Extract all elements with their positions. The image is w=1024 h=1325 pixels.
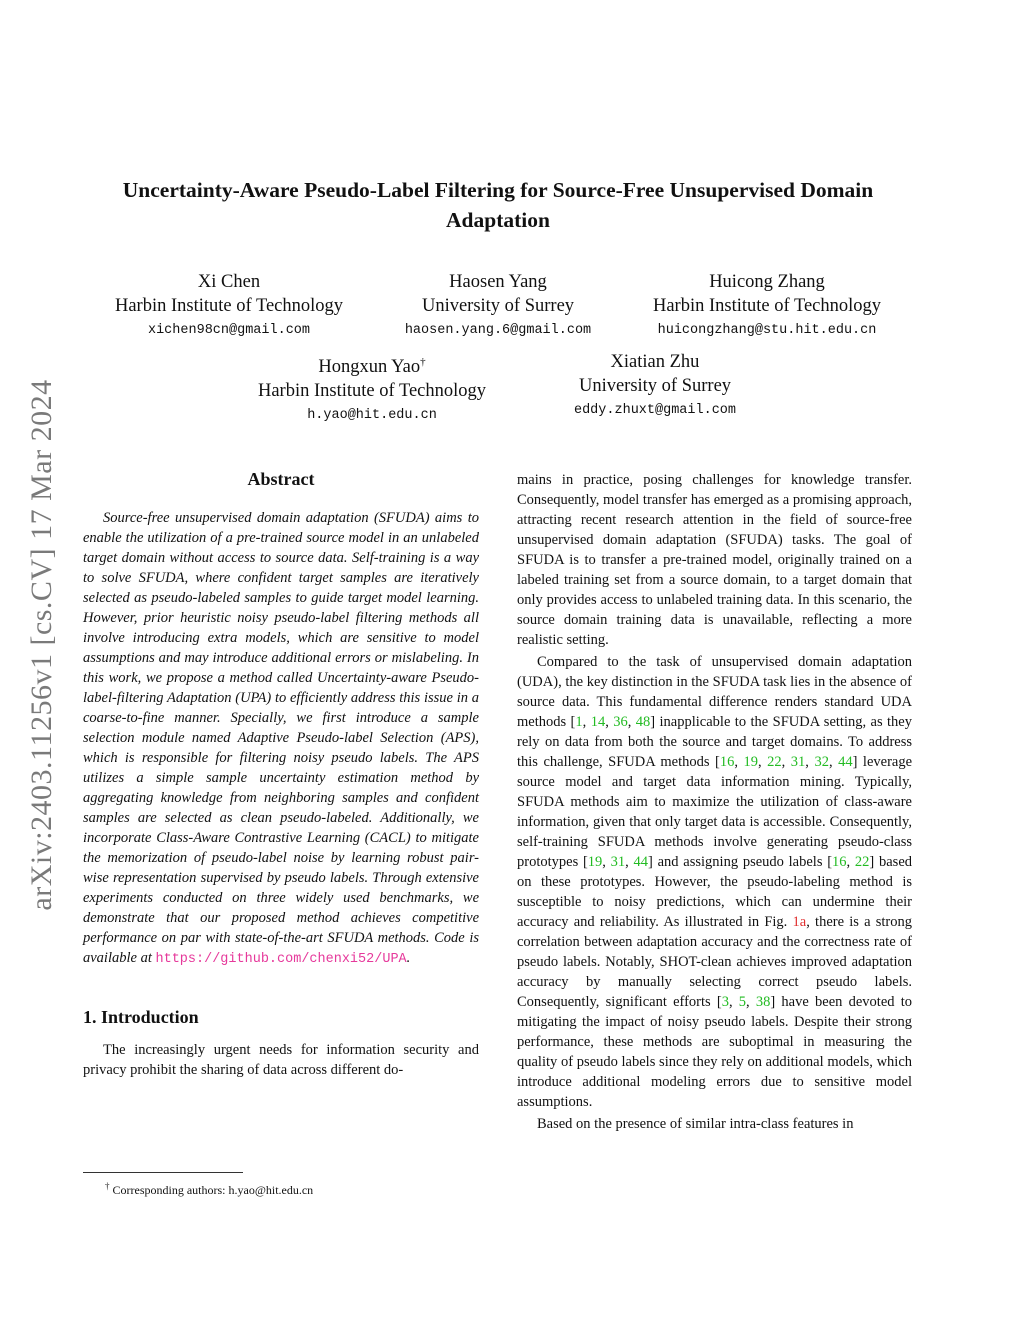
- author-block: [628, 270, 906, 344]
- citation[interactable]: 19: [587, 854, 603, 870]
- citation[interactable]: 3: [721, 994, 729, 1010]
- author-affiliation: University of Surrey: [578, 376, 732, 396]
- author-block: [236, 350, 508, 429]
- citation[interactable]: 14: [590, 714, 606, 730]
- author-name: Huicong Zhang: [709, 272, 825, 292]
- footnote: [105, 1178, 313, 1198]
- citation[interactable]: 16: [719, 754, 735, 770]
- author-name: Xiatian Zhu: [610, 352, 700, 372]
- author-affiliation: Harbin Institute of Technology: [257, 381, 487, 402]
- citation[interactable]: 38: [755, 994, 771, 1010]
- author-affiliation: Harbin Institute of Technology: [114, 296, 344, 316]
- author-email: huicongzhang@stu.hit.edu.cn: [657, 323, 877, 338]
- citation[interactable]: 5: [738, 994, 747, 1010]
- author-affiliation: Harbin Institute of Technology: [652, 296, 882, 316]
- code-link[interactable]: https://github.com/chenxi52/UPA: [155, 952, 407, 967]
- intro-paragraph: The increasingly urgent needs for information security and privacy prohibit the sharing of data across different do-: [83, 1042, 479, 1078]
- right-column: [517, 470, 912, 1134]
- citation[interactable]: 31: [610, 854, 626, 870]
- author-block: [548, 350, 762, 424]
- author-email: haosen.yang.6@gmail.com: [404, 323, 592, 338]
- author-block: [380, 270, 616, 344]
- intro-paragraph: Based on the presence of similar intra-class features in: [537, 1116, 854, 1132]
- section-heading: 1. Introduction: [83, 1007, 199, 1027]
- citation[interactable]: 1: [575, 714, 583, 730]
- abstract-body: Source-free unsupervised domain adaptation (SFUDA) aims to enable the utilization of a pre-trained source model in an unlabeled target domain without access to source data. Self-training is a way to solve SFUDA, where confident target samples are iteratively selected as pseudo-labeled samples to guide target model learning. However, prior heuristic noisy pseudo-label filtering methods all involve introducing extra models, which are sensitive to model assumptions and may introduce additional errors or mislabeling. In this work, we propose a method called Uncertainty-aware Pseudo-label-filtering Adaptation (UPA) to efficiently address this issue in a coarse-to-fine manner. Specially, we first introduce a sample selection module named Adaptive Pseudo-label Selection (APS), which is responsible for filtering noisy pseudo labels. The APS utilizes a simple sample uncertainty estimation method by aggregating knowledge from neighboring samples and confident samples are selected as clean pseudo-labeled. Additionally, we incorporate Class-Aware Contrastive Learning (CACL) to mitigate the memorization of pseudo-label noise by learning robust pair-wise representation supervised by pseudo labels. Through extensive experiments conducted on three widely used benchmarks, we demonstrate that our proposed method achieves competitive performance on par with state-of-the-art SFUDA methods. Code is available at https://github.com/chenxi52/UPA.: [83, 510, 479, 967]
- citation[interactable]: 19: [743, 754, 759, 770]
- footnote-mark: †: [105, 1181, 110, 1191]
- citation[interactable]: 48: [635, 714, 651, 730]
- arxiv-stamp: [10, 340, 74, 950]
- arxiv-id: arXiv:2403.11256v1 [cs.CV] 17 Mar 2024: [25, 379, 58, 911]
- intro-paragraph-continued: mains in practice, posing challenges for knowledge transfer. Consequently, model transfer has emerged as a promising approach, attracting recent research attention in the field of source-free unsupervised domain adaptation (SFUDA) tasks. The goal of SFUDA is to transfer a pre-trained model, originally trained on a labeled training set from a source domain, to a target domain that only provides access to unlabeled training data. In this scenario, the source domain training data is unavailable, reflecting a more realistic setting.: [517, 472, 913, 648]
- figure-reference[interactable]: 1a: [792, 914, 807, 930]
- intro-paragraph: Compared to the task of unsupervised domain adaptation (UDA), the key distinction in the SFUDA task lies in the absence of source data. This fundamental difference renders standard UDA methods [1, 14, 36, 48] inapplicable to the SFUDA setting, as they rely on data from both the source and target domains. To address this challenge, SFUDA methods [16, 19, 22, 31, 32, 44] leverage source model and target data information mining. Typically, SFUDA methods aim to maximize the utilization of class-aware information, given that only target data is accessible. Consequently, self-training SFUDA methods involve generating pseudo-class prototypes [19, 31, 44] and assigning pseudo labels [16, 22] based on these prototypes. However, the pseudo-labeling method is susceptible to noisy predictions, which can undermine their accuracy and reliability. As illustrated in Fig. 1a, there is a strong correlation between adaptation accuracy and the correctness rate of pseudo labels. Notably, SHOT-clean achieves improved adaptation accuracy by manually selecting correct pseudo labels. Consequently, significant efforts [3, 5, 38] have been devoted to mitigating the impact of noisy pseudo labels. Despite their strong performance, these methods are suboptimal in measuring the quality of pseudo labels since they rely on additional models, which introduce additional modeling errors due to sensitive model assumptions.: [517, 654, 913, 1110]
- citation[interactable]: 44: [838, 754, 853, 770]
- paper-title: Uncertainty-Aware Pseudo-Label Filtering for Source-Free Unsupervised Domain Adaptation: [122, 178, 874, 232]
- author-name: Hongxun Yao†: [318, 356, 426, 378]
- citation[interactable]: 22: [767, 754, 782, 770]
- citation[interactable]: 22: [854, 854, 870, 870]
- author-name: Haosen Yang: [449, 272, 547, 292]
- citation[interactable]: 44: [633, 854, 649, 870]
- footnote-mark: †: [420, 356, 426, 368]
- abstract-heading: Abstract: [247, 469, 315, 489]
- footnote-text: Corresponding authors: h.yao@hit.edu.cn: [109, 1183, 314, 1197]
- citation[interactable]: 16: [832, 854, 847, 870]
- author-affiliation: University of Surrey: [421, 296, 575, 316]
- footnote-divider: [83, 1172, 243, 1173]
- citation[interactable]: 31: [790, 754, 806, 770]
- author-email: xichen98cn@gmail.com: [147, 323, 311, 338]
- author-email: h.yao@hit.edu.cn: [307, 408, 437, 424]
- left-column: [83, 468, 479, 1080]
- citation[interactable]: 32: [814, 754, 829, 770]
- author-email: eddy.zhuxt@gmail.com: [573, 403, 737, 418]
- author-name: Xi Chen: [197, 272, 261, 292]
- citation[interactable]: 36: [613, 714, 628, 730]
- author-block: [88, 270, 370, 344]
